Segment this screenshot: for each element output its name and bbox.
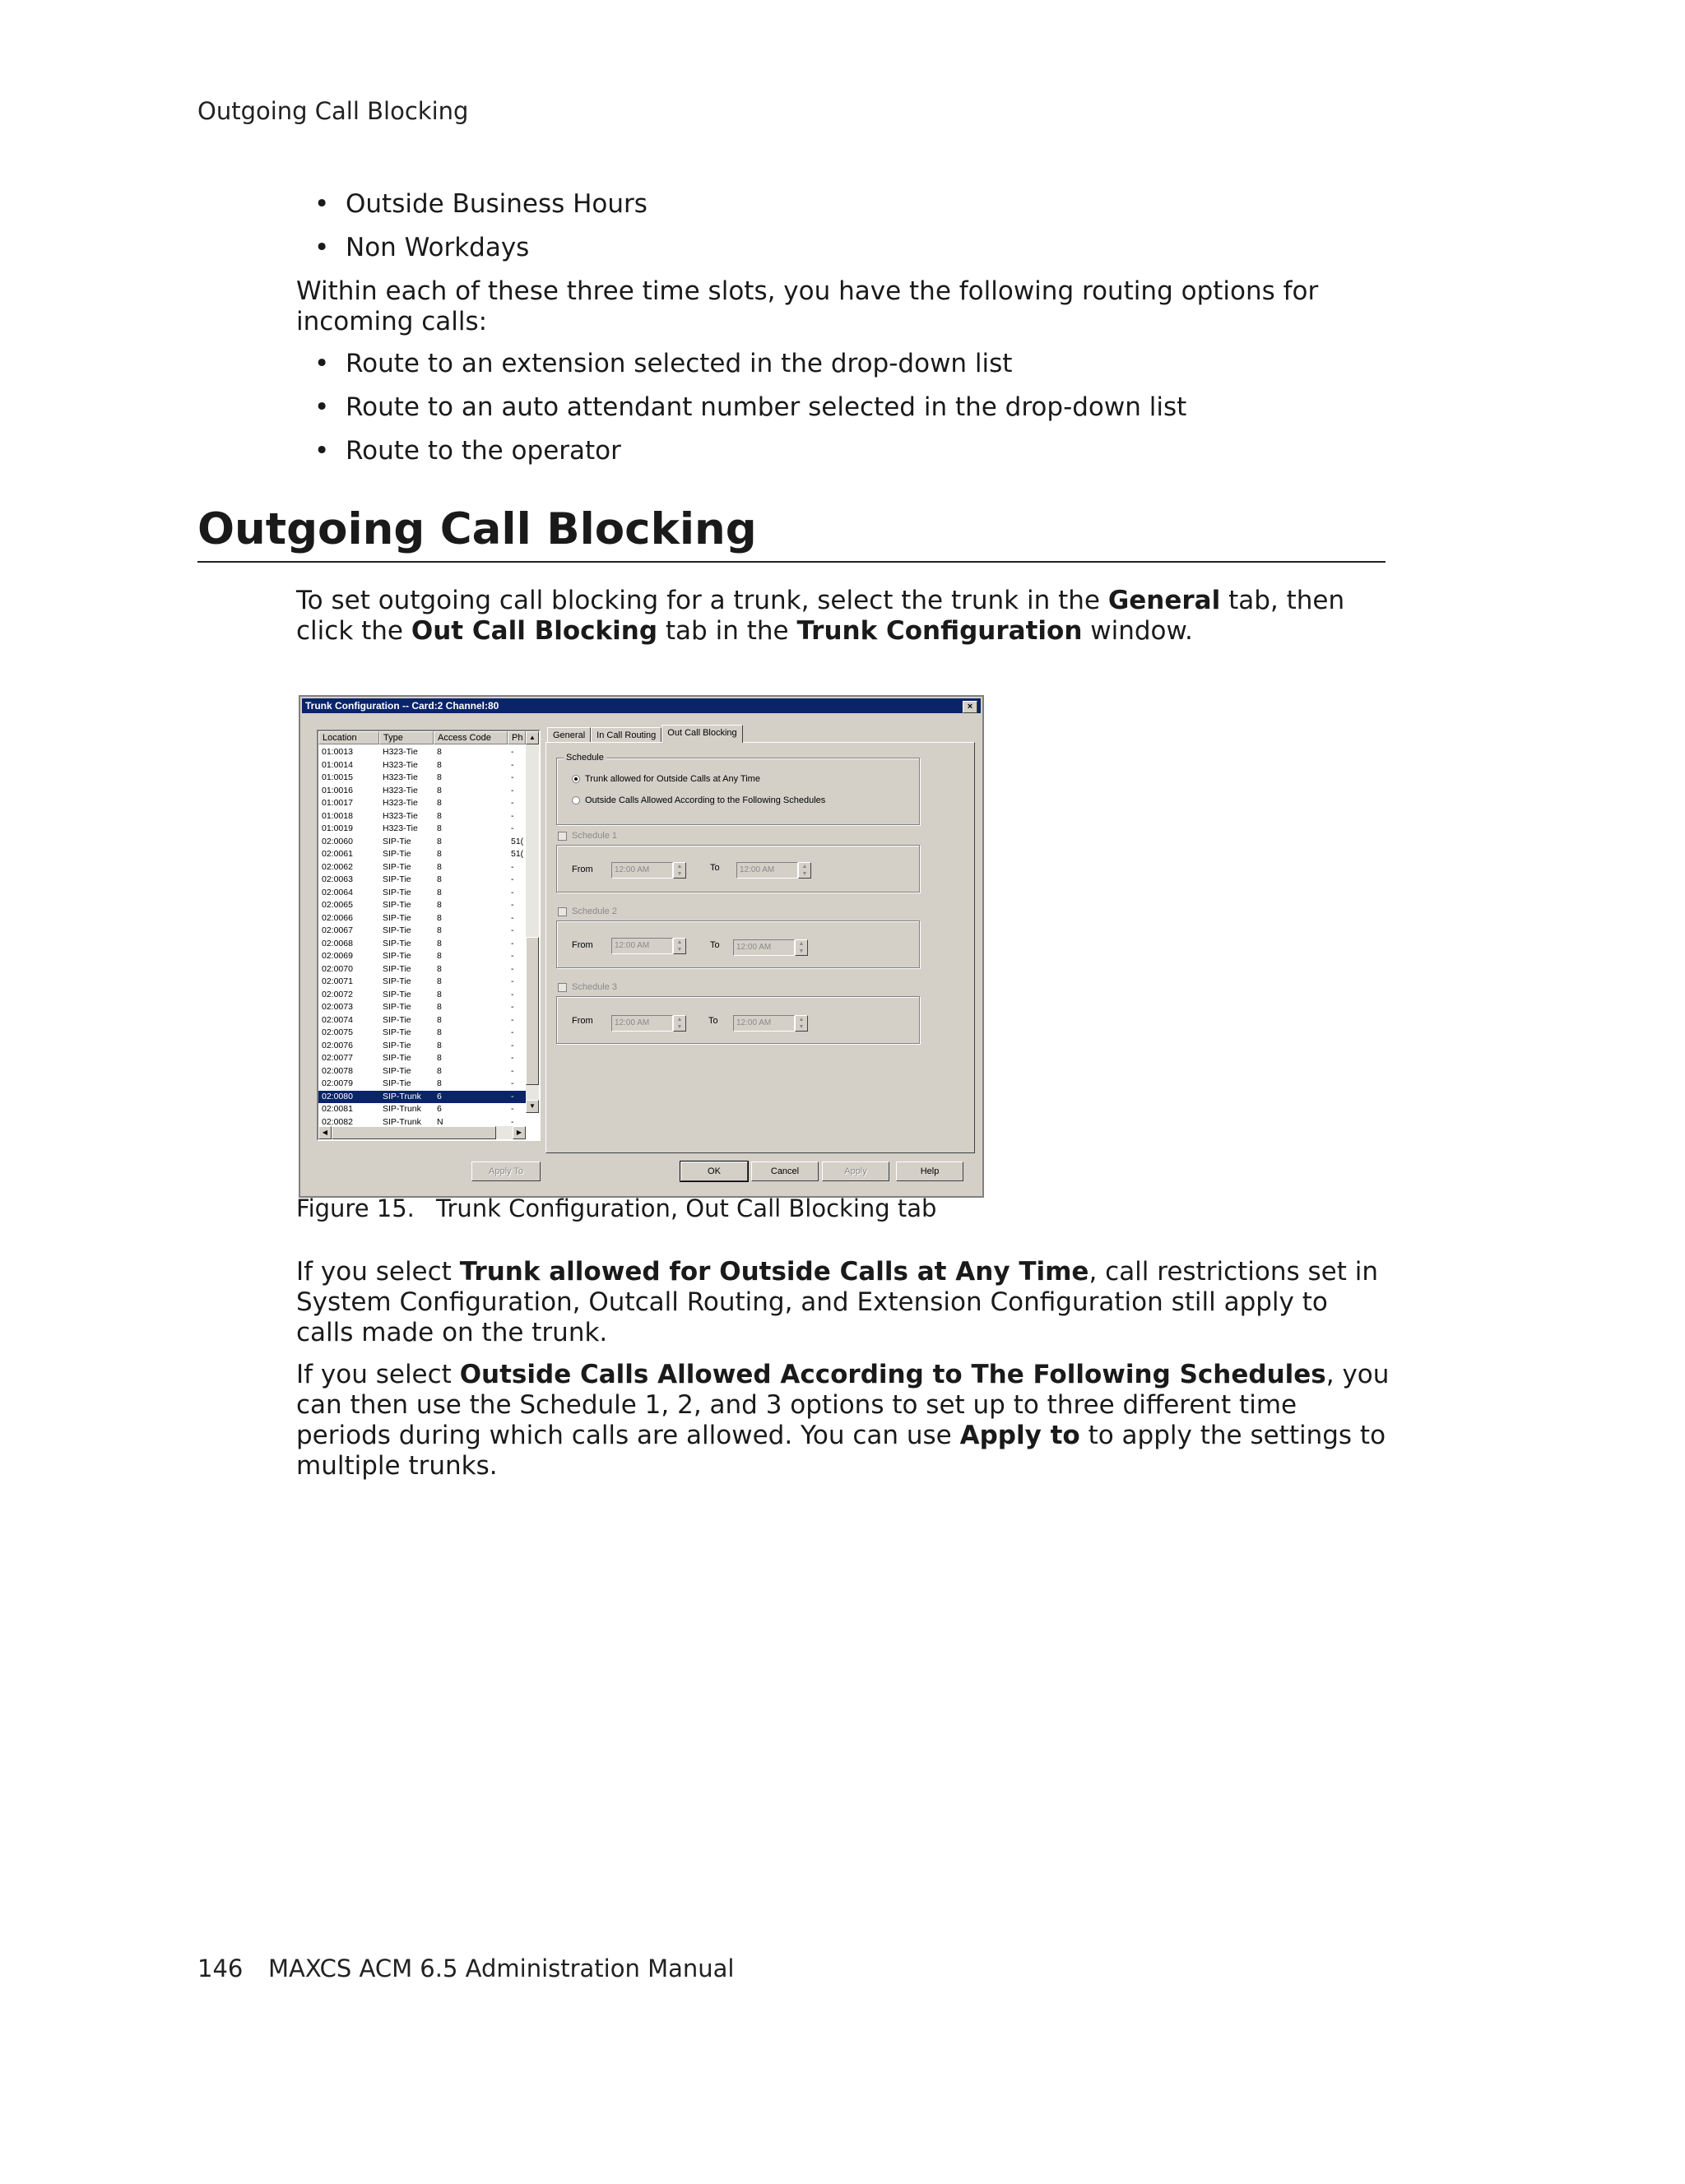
cell-access-code: 8 <box>437 1065 442 1076</box>
paragraph-text: , call restrictions set in System Configuration, Outcall Routing, and Extension Configuration still apply to calls made on the trunk. <box>296 1257 1378 1347</box>
scroll-up-icon[interactable]: ▲ <box>526 731 539 744</box>
cell-location: 02:0080 <box>322 1091 353 1101</box>
cell-type: SIP-Tie <box>383 989 411 999</box>
cell-type: H323-Tie <box>383 747 418 757</box>
dialog-titlebar <box>302 698 981 713</box>
cell-type: SIP-Tie <box>383 938 411 948</box>
trunk-list-rows <box>318 746 526 1129</box>
table-row[interactable] <box>318 759 526 772</box>
table-row[interactable] <box>318 912 526 925</box>
schedule-2-to-time[interactable]: 12:00 AM <box>733 939 795 956</box>
table-row[interactable] <box>318 797 526 810</box>
cell-ph: - <box>511 759 514 770</box>
cell-access-code: 8 <box>437 747 442 757</box>
schedule-2-group <box>556 920 920 968</box>
cell-ph: - <box>511 798 514 808</box>
cell-ph: - <box>511 963 514 974</box>
cell-location: 02:0075 <box>322 1027 353 1037</box>
spinner-icon[interactable]: ▲ ▼ <box>673 862 686 879</box>
scroll-right-icon[interactable]: ▶ <box>513 1126 526 1139</box>
cell-type: H323-Tie <box>383 785 418 795</box>
ok-button[interactable]: OK <box>680 1162 748 1181</box>
paragraph-bold: Outside Calls Allowed According to The Following Schedules <box>459 1360 1326 1389</box>
cell-type: SIP-Tie <box>383 900 411 910</box>
table-row[interactable] <box>318 1065 526 1078</box>
column-header-ph[interactable]: Ph <box>508 731 526 744</box>
cell-location: 02:0072 <box>322 989 353 999</box>
table-row[interactable] <box>318 861 526 874</box>
schedule-3-from-time[interactable]: 12:00 AM <box>611 1015 673 1032</box>
cell-ph: - <box>511 810 514 821</box>
cell-ph: - <box>511 938 514 948</box>
figure-caption-text: Trunk Configuration, Out Call Blocking tab <box>436 1194 937 1222</box>
radio-any-time[interactable] <box>572 773 760 785</box>
table-row[interactable] <box>318 887 526 900</box>
from-label: From <box>572 865 593 874</box>
cell-location: 02:0065 <box>322 900 353 910</box>
cell-location: 02:0079 <box>322 1078 353 1088</box>
cell-location: 02:0071 <box>322 976 353 986</box>
column-header-access-code[interactable]: Access Code <box>434 731 508 744</box>
schedule-1-to-time[interactable]: 12:00 AM <box>736 862 798 879</box>
table-row[interactable] <box>318 989 526 1002</box>
checkbox-icon[interactable] <box>558 983 567 992</box>
cell-ph: - <box>511 1014 514 1025</box>
scrollbar-thumb[interactable] <box>526 937 539 1085</box>
cell-type: SIP-Tie <box>383 951 411 961</box>
schedule-1-group <box>556 845 920 893</box>
routing-intro: Within each of these three time slots, you have the following routing options for incoming calls: <box>296 276 1319 336</box>
page-number: 146 <box>197 1954 244 1982</box>
apply-to-button[interactable]: Apply To <box>471 1162 541 1181</box>
cell-access-code: 8 <box>437 989 442 999</box>
table-row[interactable] <box>318 848 526 861</box>
cell-access-code: 8 <box>437 772 442 782</box>
cell-location: 02:0064 <box>322 887 353 897</box>
cell-type: SIP-Trunk <box>383 1104 421 1114</box>
column-header-type[interactable]: Type <box>379 731 434 744</box>
spinner-icon[interactable]: ▲ ▼ <box>673 938 686 954</box>
checkbox-icon[interactable] <box>558 832 567 841</box>
table-row[interactable] <box>318 950 526 963</box>
cell-location: 02:0076 <box>322 1040 353 1050</box>
scrollbar-thumb[interactable] <box>332 1126 496 1139</box>
schedule-1-from-time[interactable]: 12:00 AM <box>611 862 673 879</box>
cell-type: SIP-Tie <box>383 1078 411 1088</box>
cell-location: 01:0015 <box>322 772 353 782</box>
spinner-icon[interactable]: ▲ ▼ <box>798 862 811 879</box>
cell-access-code: 8 <box>437 874 442 884</box>
cell-location: 02:0060 <box>322 836 353 846</box>
schedule-1-label: Schedule 1 <box>572 831 618 841</box>
cell-ph: - <box>511 1091 514 1101</box>
radio-selected-icon[interactable] <box>572 775 580 783</box>
from-label: From <box>572 940 593 950</box>
cell-ph: - <box>511 1053 514 1063</box>
cell-access-code: 8 <box>437 887 442 897</box>
scroll-down-icon[interactable]: ▼ <box>526 1100 539 1113</box>
cell-access-code: 6 <box>437 1104 442 1114</box>
vertical-scrollbar[interactable] <box>526 731 539 1113</box>
table-row[interactable] <box>318 1014 526 1027</box>
cell-type: SIP-Tie <box>383 1053 411 1063</box>
cell-location: 01:0014 <box>322 759 353 770</box>
spinner-icon[interactable]: ▲ ▼ <box>673 1015 686 1032</box>
cell-location: 01:0018 <box>322 810 353 821</box>
paragraph-bold: Trunk allowed for Outside Calls at Any Time <box>459 1257 1089 1287</box>
out-call-blocking-panel <box>545 742 975 1153</box>
cell-location: 02:0066 <box>322 912 353 923</box>
table-row[interactable] <box>318 810 526 823</box>
cell-location: 02:0067 <box>322 925 353 935</box>
cell-access-code: 8 <box>437 1040 442 1050</box>
trunk-configuration-dialog <box>299 695 984 1198</box>
table-row[interactable] <box>318 874 526 887</box>
cell-access-code: 8 <box>437 798 442 808</box>
table-row[interactable] <box>318 1040 526 1053</box>
cell-ph: - <box>511 874 514 884</box>
intro-text: To set outgoing call blocking for a trunk, select the trunk in the <box>296 586 1108 615</box>
cell-ph: - <box>511 861 514 872</box>
cell-location: 01:0017 <box>322 798 353 808</box>
schedule-3-label: Schedule 3 <box>572 982 618 992</box>
trunk-list[interactable] <box>317 730 541 1141</box>
cell-type: SIP-Trunk <box>383 1091 421 1101</box>
cell-access-code: N <box>437 1116 443 1127</box>
cell-ph: - <box>511 887 514 897</box>
cell-type: H323-Tie <box>383 798 418 808</box>
cell-type: SIP-Tie <box>383 1065 411 1076</box>
cell-location: 02:0078 <box>322 1065 353 1076</box>
cell-type: SIP-Tie <box>383 976 411 986</box>
table-row[interactable] <box>318 925 526 938</box>
intro-paragraph <box>296 586 1390 647</box>
table-row[interactable] <box>318 1078 526 1091</box>
cell-access-code: 8 <box>437 976 442 986</box>
cell-access-code: 8 <box>437 1027 442 1037</box>
cell-type: SIP-Tie <box>383 1040 411 1050</box>
spinner-icon[interactable]: ▲ ▼ <box>795 939 808 956</box>
to-label: To <box>708 1016 718 1026</box>
list-item: • Route to an auto attendant number selected in the drop-down list <box>296 392 1390 423</box>
cell-access-code: 8 <box>437 823 442 833</box>
schedule-3-to-time[interactable]: 12:00 AM <box>733 1015 795 1032</box>
cell-location: 02:0073 <box>322 1002 353 1012</box>
trunk-list-header <box>318 731 526 744</box>
radio-schedules-label: Outside Calls Allowed According to the Following Schedules <box>585 795 826 805</box>
cell-type: SIP-Tie <box>383 849 411 859</box>
paragraph-any-time <box>296 1257 1390 1348</box>
intro-bold: Out Call Blocking <box>411 616 658 646</box>
intro-bold: Trunk Configuration <box>796 616 1083 646</box>
cell-access-code: 8 <box>437 1078 442 1088</box>
cell-ph: - <box>511 785 514 795</box>
intro-text: window. <box>1082 616 1193 646</box>
cell-location: 02:0069 <box>322 951 353 961</box>
to-label: To <box>710 863 720 873</box>
radio-unselected-icon[interactable] <box>572 796 580 805</box>
schedule-3-checkbox[interactable] <box>558 981 617 993</box>
schedule-group <box>556 753 920 825</box>
checkbox-icon[interactable] <box>558 907 567 916</box>
schedule-2-label: Schedule 2 <box>572 907 618 916</box>
manual-title: MAXCS ACM 6.5 Administration Manual <box>268 1954 735 1982</box>
cell-ph: - <box>511 951 514 961</box>
cell-type: SIP-Tie <box>383 925 411 935</box>
cell-ph: - <box>511 1002 514 1012</box>
cell-access-code: 8 <box>437 963 442 974</box>
cell-type: H323-Tie <box>383 823 418 833</box>
cell-ph: - <box>511 1027 514 1037</box>
cell-type: H323-Tie <box>383 759 418 770</box>
schedule-2-checkbox[interactable] <box>558 906 617 917</box>
cell-location: 02:0081 <box>322 1104 353 1114</box>
table-row[interactable] <box>318 963 526 976</box>
from-label: From <box>572 1016 593 1026</box>
table-row[interactable] <box>318 899 526 912</box>
cell-location: 02:0068 <box>322 938 353 948</box>
cell-access-code: 8 <box>437 912 442 923</box>
cancel-button[interactable]: Cancel <box>751 1162 819 1181</box>
cell-ph: - <box>511 925 514 935</box>
list-item: • Route to the operator <box>296 436 1390 466</box>
paragraph-text: to apply the settings to multiple trunks. <box>296 1421 1386 1481</box>
cell-ph: - <box>511 989 514 999</box>
cell-type: SIP-Tie <box>383 1014 411 1025</box>
table-row[interactable] <box>318 836 526 849</box>
paragraph-text: If you select <box>296 1257 460 1287</box>
list-item: • Route to an extension selected in the drop-down list <box>296 349 1390 379</box>
schedule-3-group <box>556 996 920 1044</box>
radio-any-time-label: Trunk allowed for Outside Calls at Any Time <box>585 774 760 784</box>
table-row[interactable] <box>318 746 526 759</box>
close-icon[interactable]: × <box>963 701 977 713</box>
cell-access-code: 8 <box>437 900 442 910</box>
cell-location: 02:0063 <box>322 874 353 884</box>
cell-access-code: 8 <box>437 938 442 948</box>
intro-text: tab in the <box>657 616 797 646</box>
table-row[interactable] <box>318 1001 526 1014</box>
cell-location: 02:0062 <box>322 861 353 872</box>
tab-general[interactable]: General <box>547 727 591 743</box>
cell-access-code: 6 <box>437 1091 442 1101</box>
paragraph-text: , you can then use the Schedule 1, 2, and 3 options to set up to three different time periods during which calls are allowed. You can use <box>296 1360 1390 1450</box>
spinner-icon[interactable]: ▲ ▼ <box>795 1015 808 1032</box>
cell-type: SIP-Tie <box>383 836 411 846</box>
cell-ph: - <box>511 1116 514 1127</box>
cell-location: 02:0077 <box>322 1053 353 1063</box>
table-row[interactable] <box>318 1103 526 1116</box>
horizontal-scrollbar[interactable] <box>318 1126 526 1139</box>
cell-type: SIP-Tie <box>383 874 411 884</box>
cell-access-code: 8 <box>437 836 442 846</box>
cell-access-code: 8 <box>437 951 442 961</box>
cell-type: SIP-Trunk <box>383 1116 421 1127</box>
cell-ph: - <box>511 747 514 757</box>
cell-type: SIP-Tie <box>383 963 411 974</box>
cell-access-code: 8 <box>437 1002 442 1012</box>
cell-location: 01:0019 <box>322 823 353 833</box>
to-label: To <box>710 940 720 950</box>
schedule-2-from-time[interactable]: 12:00 AM <box>611 938 673 954</box>
cell-location: 02:0070 <box>322 963 353 974</box>
apply-button[interactable]: Apply <box>822 1162 889 1181</box>
paragraph-bold: Apply to <box>959 1421 1080 1450</box>
paragraph-schedules <box>296 1360 1390 1482</box>
table-row[interactable] <box>318 938 526 951</box>
dialog-title: Trunk Configuration -- Card:2 Channel:80 <box>305 700 499 712</box>
cell-location: 02:0074 <box>322 1014 353 1025</box>
cell-ph: - <box>511 823 514 833</box>
figure-number: Figure 15. <box>296 1194 415 1222</box>
table-row[interactable] <box>318 1052 526 1065</box>
cell-ph: - <box>511 1065 514 1076</box>
list-item: • Non Workdays <box>296 233 1390 263</box>
tab-in-call-routing[interactable]: In Call Routing <box>591 727 661 743</box>
intro-bold: General <box>1107 586 1221 615</box>
cell-ph: 51( <box>511 836 524 846</box>
cell-ph: - <box>511 1040 514 1050</box>
radio-schedules[interactable] <box>572 795 825 806</box>
cell-access-code: 8 <box>437 785 442 795</box>
tab-out-call-blocking[interactable]: Out Call Blocking <box>661 725 742 743</box>
cell-location: 01:0013 <box>322 747 353 757</box>
cell-ph: - <box>511 912 514 923</box>
help-button[interactable]: Help <box>896 1162 963 1181</box>
tab-strip <box>547 725 743 743</box>
scroll-left-icon[interactable]: ◀ <box>318 1126 332 1139</box>
cell-access-code: 8 <box>437 861 442 872</box>
routing-options-list <box>296 349 1390 480</box>
cell-ph: - <box>511 1078 514 1088</box>
table-row[interactable] <box>318 785 526 798</box>
cell-location: 02:0061 <box>322 849 353 859</box>
schedule-1-checkbox[interactable] <box>558 830 617 842</box>
cell-ph: - <box>511 1104 514 1114</box>
figure-caption <box>296 1194 936 1222</box>
cell-access-code: 8 <box>437 1053 442 1063</box>
list-item: • Outside Business Hours <box>296 189 1390 220</box>
cell-type: H323-Tie <box>383 772 418 782</box>
cell-access-code: 8 <box>437 849 442 859</box>
cell-type: SIP-Tie <box>383 861 411 872</box>
cell-access-code: 8 <box>437 810 442 821</box>
cell-access-code: 8 <box>437 759 442 770</box>
paragraph-text: If you select <box>296 1360 460 1389</box>
time-slot-list <box>296 189 1390 276</box>
running-header: Outgoing Call Blocking <box>197 97 469 125</box>
cell-access-code: 8 <box>437 925 442 935</box>
table-row[interactable] <box>318 976 526 989</box>
cell-ph: - <box>511 900 514 910</box>
schedule-group-title: Schedule <box>564 752 606 763</box>
table-row[interactable] <box>318 823 526 836</box>
cell-type: SIP-Tie <box>383 887 411 897</box>
cell-location: 02:0082 <box>322 1116 353 1127</box>
table-row[interactable] <box>318 1027 526 1040</box>
cell-type: SIP-Tie <box>383 912 411 923</box>
table-row[interactable] <box>318 1091 526 1104</box>
page-footer <box>197 1954 734 1982</box>
cell-type: SIP-Tie <box>383 1027 411 1037</box>
cell-location: 01:0016 <box>322 785 353 795</box>
section-title: Outgoing Call Blocking <box>197 503 1386 563</box>
table-row[interactable] <box>318 772 526 785</box>
cell-type: H323-Tie <box>383 810 418 821</box>
column-header-location[interactable]: Location <box>318 731 379 744</box>
cell-ph: - <box>511 976 514 986</box>
cell-ph: 51( <box>511 849 524 859</box>
cell-access-code: 8 <box>437 1014 442 1025</box>
intro-text: tab, then click the <box>296 586 1345 646</box>
cell-type: SIP-Tie <box>383 1002 411 1012</box>
cell-ph: - <box>511 772 514 782</box>
